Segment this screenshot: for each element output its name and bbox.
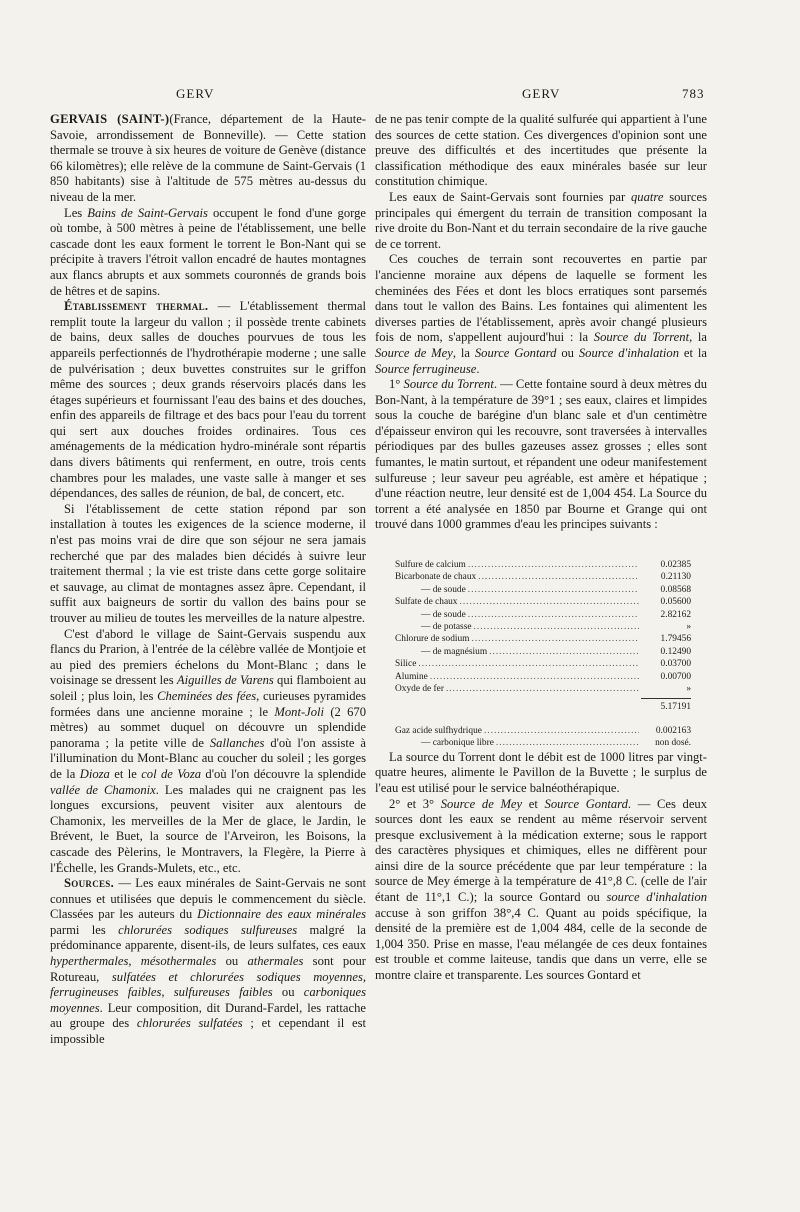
table-row (395, 658, 691, 670)
row-value: 0.02385 (660, 560, 691, 571)
paragraph-gervais-intro: GERVAIS (SAINT-)(France, département de la Haute-Savoie, arrondissement de Bonneville). — Cette station thermale se trouve à six heures de voiture de Genève (distance 66 kilomètres); elle relève de la commune de Saint-Gervais (1 850 habitants) sise à l'altitude de 575 mètres au-dessus du niveau de la mer. (50, 112, 366, 204)
row-value: 0.002163 (655, 725, 691, 736)
paragraph-divergences: de ne pas tenir compte de la qualité sulfurée qui appartient à l'une des sources de cette station. Ces divergences d'opinion sont une preuve des difficultés et des incertitudes que présente la classification méthodique des eaux minérales basée sur leur constitution chimique. (375, 112, 707, 189)
row-value: 0.08568 (660, 584, 691, 595)
row-label: — de potasse (421, 622, 472, 633)
table-row (395, 683, 691, 695)
table-row (395, 671, 691, 683)
leader-dots (484, 725, 639, 737)
row-label: Chlorure de sodium (395, 634, 470, 645)
leader-dots (478, 571, 639, 583)
leader-dots (418, 658, 639, 670)
row-label: Gaz acide sulfhydrique (395, 725, 482, 736)
row-label: Alumine (395, 671, 428, 682)
running-head-left: GERV (176, 86, 215, 101)
section-heading-sources: Sources. (64, 876, 115, 891)
row-label: Sulfate de chaux (395, 597, 458, 608)
row-value: 1.79456 (660, 634, 691, 645)
paragraph-debit: La source du Torrent dont le débit est de 1000 litres par vingt-quatre heures, alimente le Pavillon de la Buvette ; le surplus de l'eau est utilisé pour le service balnéothérapique. (375, 749, 707, 795)
row-value: 0.21130 (660, 572, 691, 583)
paragraph-source-torrent: 1° Source du Torrent. — Cette fontaine sourd à deux mètres du Bon-Nant, à la température de 39°1 ; ses eaux, claires et limpides sous la couche de barégine d'un blanc sale et d'un centimètre d'épaisseur environ qui les recouvre, sont traversées à intervalles périodiques par des bulles gazeuses assez grosses ; elles sont fumantes, le matin surtout, et répandent une odeur manifestement sulfureuse ; leur saveur peu agréable, est amère et hépatique ; d'une réaction neutre, leur densité est de 1,004 454. La Source du torrent a été analysée en 1850 par Bourne et Grange qui ont trouvé dans 1000 grammes d'eau les principes suivants : (375, 377, 707, 532)
row-label: — de soude (421, 584, 466, 595)
paragraph-bains: Les Bains de Saint-Gervais occupent le fond d'une gorge où tombe, à 500 mètres à peine de l'établissement, une belle cascade dont les eaux forment le torrent le Bon-Nant qui se précipite à travers l'étroit vallon encadré de hautes montagnes aux flancs abrupts et aux sommets couronnés de grands bois de hêtres et de sapins. (50, 205, 366, 298)
paragraph-mey-gontard: 2° et 3° Source de Mey et Source Gontard. — Ces deux sources dont les eaux se rendent au même réservoir servent presque exclusivement à la médication externe; sous le rapport des caractères physiques et chimiques, elles ne diffèrent pour ainsi dire de la source précédente que par leur température : la source de Mey émerge à la température de 41°,8 C. (celle de l'air étant de 11°,1 C.); la source Gontard ou source d'inhalation accuse à son griffon 38°,4 C. Quant au poids spécifique, la densité de la première est de 1,004 484, celle de la seconde de 1,004 350. Prise en masse, l'eau mélangée de ces deux fontaines est trouble et comme laiteuse, tandis que dans un verre, elle se montre claire et transparente. Les sources Gontard et (375, 796, 708, 983)
analysis-total: 5.17191 (395, 698, 691, 713)
entry-heading: GERVAIS (SAINT-) (50, 112, 170, 126)
table-row (395, 633, 691, 645)
paragraph-couches: Ces couches de terrain sont recouvertes en partie par l'ancienne moraine aux dépens de laquelle se forment les cheminées des Fées et dont les blocs erratiques sont parsemés dans tout le vallon des Bains. Les fontaines qui alimentent les diverses parties de l'établissement, après avoir changé plusieurs fois de nom, s'appellent aujourd'hui : la Source du Torrent, la Source de Mey, la Source Gontard ou Source d'inhalation et la Source ferrugineuse. (375, 252, 707, 376)
row-label: Sulfure de calcium (395, 560, 466, 571)
row-value: non dosé. (655, 738, 691, 749)
leader-dots (430, 671, 639, 683)
row-label: — carbonique libre (421, 738, 494, 749)
paragraph-sejour: Si l'établissement de cette station répond par son installation à toutes les exigences de la science moderne, il n'est pas moins vrai de dire que son séjour ne sera jamais recherché que par des malades bien décidés à suivre leur traitement thermal ; la vie est triste dans cette gorge solitaire et sauvage, au climat de montagnes assez âpre. Cependant, il suffit aux baigneurs de sortir du vallon des bains pour se trouver au milieu de toutes les merveilles de la nature alpestre. (50, 501, 366, 625)
row-value: 0.03700 (660, 659, 691, 670)
page-number: 783 (682, 86, 705, 101)
leader-dots (474, 621, 639, 633)
row-label: — de soude (421, 609, 466, 620)
leader-dots (496, 737, 639, 749)
row-value: 2.82162 (660, 609, 691, 620)
table-row (395, 737, 691, 749)
right-column (375, 112, 707, 984)
leader-dots (489, 646, 639, 658)
leader-dots (471, 633, 639, 645)
table-row (395, 646, 691, 658)
leader-dots (468, 584, 639, 596)
row-value: » (686, 622, 691, 633)
leader-dots (459, 596, 639, 608)
paragraph-quatre-sources: Les eaux de Saint-Gervais sont fournies par quatre sources principales qui émergent du terrain de transition composant la rive droite du Bon-Nant et du terrain secondaire de la rive gauche de ce torrent. (375, 189, 707, 251)
table-row (395, 596, 691, 608)
section-heading-etablissement: Établissement thermal. (64, 299, 209, 314)
paragraph-excursions: C'est d'abord le village de Saint-Gervais suspendu aux flancs du Prarion, à l'entrée de la célèbre vallée de Montjoie et au pied des premiers échelons du Mont-Blanc ; dans le voisinage se dressent les Aiguilles de Varens qui flamboient au soleil ; plus loin, les Cheminées des fées, curieuses pyramides formées dans une ancienne moraine ; le Mont-Joli (2 670 mètres) au sommet duquel on découvre un splendide panorama ; la petite ville de Sallanches d'où l'on assiste à l'illumination du Mont-Blanc au coucher du soleil ; les gorges de la Dioza et le col de Voza d'où l'on découvre la splendide vallée de Chamonix. Les malades qui ne craignent pas les longues excursions, peuvent visiter aux alentours de Chamonix, les merveilles de la Mer de glace, le Jardin, le Brévent, le Buet, la source de l'Arveiron, les Boisons, la cascade des Pèlerins, le Montravers, la Flegère, la Pierre à l'Échelle, les Grands-Mulets, etc., etc. (50, 626, 367, 875)
left-column (50, 112, 366, 1048)
row-value: 0.05600 (660, 597, 691, 608)
row-value: 0.00700 (660, 671, 691, 682)
table-row (395, 621, 691, 633)
table-row (395, 609, 691, 621)
row-value: » (686, 684, 691, 695)
paragraph-sources: Sources. — Les eaux minérales de Saint-Gervais ne sont connues et utilisées que depuis le commencement du siècle. Classées par les auteurs du Dictionnaire des eaux minérales parmi les chlorurées sodiques sulfureuses malgré la prédominance apparente, disent-ils, de leurs sulfates, ces eaux hyperthermales, mésothermales ou athermales sont pour Rotureau, sulfatées et chlorurées sodiques moyennes, ferrugineuses faibles, sulfureuses faibles ou carboniques moyennes. Leur composition, dit Durand-Fardel, les rattache au groupe des chlorurées sulfatées ; et cependant il est impossible (50, 876, 367, 1047)
analysis-rows (395, 559, 691, 695)
row-label: Oxyde de fer (395, 684, 444, 695)
row-label: Bicarbonate de chaux (395, 572, 477, 583)
table-row (395, 725, 691, 737)
table-row (395, 584, 691, 596)
leader-dots (468, 609, 639, 621)
table-row (395, 571, 691, 583)
analysis-table (395, 559, 691, 750)
running-head-right: GERV (522, 86, 561, 101)
row-value: 0.12490 (660, 646, 691, 657)
paragraph-etablissement: Établissement thermal. — L'établissement thermal remplit toute la largeur du vallon ; il possède trente cabinets de bains, deux salles de douches pourvues de tous les appareils perfectionnés de l'hydrothérapie moderne ; une salle de pulvérisation ; deux buvettes construites sur le griffon même des sources ; deux grands réservoirs placés dans les étages supérieurs et fournissant l'eau des bains et des douches, enfin des appareils de filtrage et des bacs pour l'eau du torrent qui sert aux douches froides ordinaires. Tous ces aménagements de la médication hydro-minérale sont répartis dans divers bâtiments qui renferment, en outre, trois cents chambres pour les malades, une vaste salle à manger et ses dépendances, des salles de réunion, de bal, de concert, etc. (50, 299, 367, 501)
leader-dots (468, 559, 639, 571)
row-label: Silice (395, 659, 417, 670)
leader-dots (446, 683, 639, 695)
table-row (395, 559, 691, 571)
gas-rows (395, 725, 691, 750)
row-label: — de magnésium (421, 646, 488, 657)
